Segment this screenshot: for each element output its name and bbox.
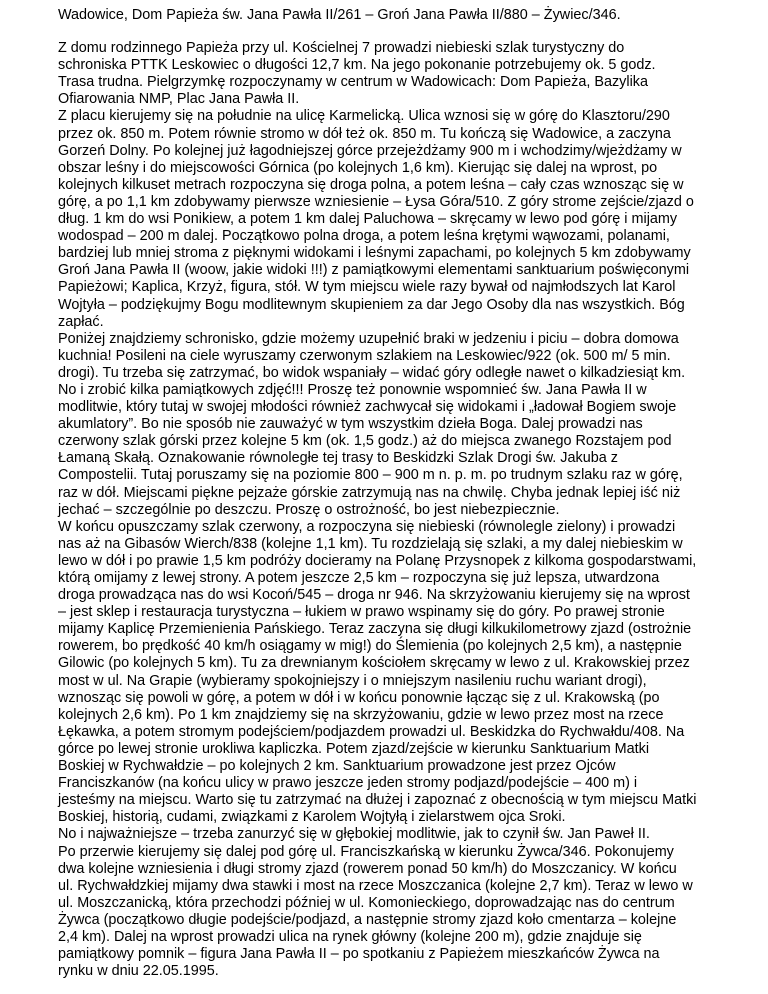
paragraph-prayer: No i najważniejsze – trzeba zanurzyć się w głębokiej modlitwie, jak to czynił św. Jan Paweł II. [58,826,650,843]
document-page [58,7,764,980]
paragraph-route-to-gron: Z placu kierujemy się na południe na ulicę Karmelicką. Ulica wznosi się w górę do Klasztoru/290 przez ok. 850 m. Potem równie stromo w dół też ok. 850 m. Tu kończą się Wadowice, a zaczyna Gorzeń Dolny. Po kolejnej już łagodniejszej górce przejeżdżamy 900 m i wchodzimy/wjeżdżamy w obszar leśny i do miejscowości Górnica (po kolejnych 1,6 km). Kierując się dalej na wprost, po kolejnych kilkuset metrach rozpoczyna się droga polna, a potem leśna – cały czas wznosząc się w górę, a po 1,1 km zdobywamy pierwsze wzniesienie – Łysa Góra/510. Z góry strome zejście/zjazd o dług. 1 km do wsi Ponikiew, a potem 1 km dalej Paluchowa – skręcamy w lewo pod górę i mijamy wodospad – 200 m dalej. Początkowo polna droga, a potem leśna krętymi wąwozami, polanami, bardziej lub mniej stroma z pięknymi widokami i leśnymi zapachami, po kolejnych 5 km zdobywamy Groń Jana Pawła II (woow, jakie widoki !!!) z pamiątkowymi elementami sanktuarium poświęconymi Papieżowi; Kaplica, Krzyż, figura, stół. W tym miejscu wiele razy bywał od najmłodszych lat Karol Wojtyła – podziękujmy Bogu modlitewnym skupieniem za dar Jego Osoby dla nas wszystkich. Bóg zapłać. [58,108,694,330]
paragraph-route-to-zywiec: Po przerwie kierujemy się dalej pod górę ul. Franciszkańską w kierunku Żywca/346. Pokonujemy dwa kolejne wzniesienia i długi stromy zjazd (rowerem ponad 50 km/h) do Moszczanicy. W końcu ul. Rychwałdzkiej mijamy dwa stawki i most na rzece Moszczanica (kolejne 2,7 km). Teraz w lewo w ul. Moszczanicką, która przechodzi później w ul. Komonieckiego, doprowadzając nas do centrum Żywca (początkowo długie podejście/podjazd, a następnie stromy zjazd koło cmentarza – kolejne 2,4 km). Dalej na wprost prowadzi ulica na rynek główny (kolejne 200 m), gdzie znajduje się pamiątkowy pomnik – figura Jana Pawła II – po spotkaniu z Papieżem mieszkańców Żywca na rynku w dniu 22.05.1995. [58,843,693,980]
paragraph-route-to-rychwald: W końcu opuszczamy szlak czerwony, a rozpoczyna się niebieski (równolegle zielony) i prowadzi nas aż na Gibasów Wierch/838 (kolejne 1,1 km). Tu rozdzielają się szlaki, a my dalej niebieskim w lewo w dół i po prawie 1,5 km podróży docieramy na Polanę Przysnopek z kilkoma gospodarstwami, którą omijamy z lewej strony. A potem jeszcze 2,5 km – rozpoczyna się już lepsza, utwardzona droga prowadząca nas do wsi Kocoń/545 – droga nr 946. Na skrzyżowaniu kierujemy się na wprost – jest sklep i restauracja turystyczna – łukiem w prawo wspinamy się do góry. Po prawej stronie mijamy Kaplicę Przemienienia Pańskiego. Teraz zaczyna się długi kilkukilometrowy zjazd (ostrożnie rowerem, bo prędkość 40 km/h osiągamy w mig!) do Ślemienia (po kolejnych 2,5 km), a następnie Gilowic (po kolejnych 5 km). Tu za drewnianym kościołem skręcamy w lewo z ul. Krakowskiej przez most w ul. Na Grapie (wybieramy spokojniejszy i o mniejszym nasileniu ruchu wariant drogi), wznosząc się powoli w górę, a potem w dół i w końcu ponownie łącząc się z ul. Krakowską (po kolejnych 2,6 km). Po 1 km znajdziemy się na skrzyżowaniu, gdzie w lewo przez most na rzece Łękawka, a potem stromym podejściem/podjazdem prowadzi ul. Beskidzka do Rychwałdu/408. Na górce po lewej stronie urokliwa kapliczka. Potem zjazd/zejście w kierunku Sanktuarium Matki Boskiej w Rychwałdzie – po kolejnych 2 km. Sanktuarium prowadzone jest przez Ojców Franciszkanów (na końcu ulicy w prawo jeszcze jeden stromy podjazd/podejście – 400 m) i jesteśmy na miejscu. Warto się tu zatrzymać na dłużej i zapoznać z obecnością w tym miejscu Matki Boskiej, historią, cudami, związkami z Karolem Wojtyłą i zielarstwem ojca Sroki. [58,518,697,826]
document-title: Wadowice, Dom Papieża św. Jana Pawła II/261 – Groń Jana Pawła II/880 – Żywiec/346. [58,7,621,23]
paragraph-leskowiec: Poniżej znajdziemy schronisko, gdzie możemy uzupełnić braki w jedzeniu i piciu – dobra domowa kuchnia! Posileni na ciele wyruszamy czerwonym szlakiem na Leskowiec/922 (ok. 500 m/ 5 min. drogi). Tu trzeba się zatrzymać, bo widok wspaniały – widać góry odległe nawet o kilkadziesiąt km. No i zrobić kilka pamiątkowych zdjęć!!! Proszę też ponownie wspomnieć św. Jana Pawła II w modlitwie, który tutaj w swojej młodości również zachwycał się widokami i „ładował Bogiem swoje akumlatory”. Bo nie sposób nie zauważyć w tym wszystkim dzieła Boga. Dalej prowadzi nas czerwony szlak górski przez kolejne 5 km (ok. 1,5 godz.) aż do miejsca zwanego Rozstajem pod Łamaną Skałą. Oznakowanie równoległe tej trasy to Beskidzki Szlak Drogi św. Jakuba z Compostelii. Tutaj poruszamy się na poziomie 800 – 900 m n. p. m. po trudnym szlaku raz w górę, raz w dół. Miejscami piękne pejzaże górskie zatrzymują nas na chwilę. Chyba jednak lepiej iść niż jechać – szczególnie po deszczu. Proszę o ostrożność, bo jest niebezpiecznie. [58,330,686,518]
paragraph-intro: Z domu rodzinnego Papieża przy ul. Kościelnej 7 prowadzi niebieski szlak turystyczny do schroniska PTTK Leskowiec o długości 12,7 km. Na jego pokonanie potrzebujemy ok. 5 godz. Trasa trudna. Pielgrzymkę rozpoczynamy w centrum w Wadowicach: Dom Papieża, Bazylika Ofiarowania NMP, Plac Jana Pawła II. [58,40,656,108]
